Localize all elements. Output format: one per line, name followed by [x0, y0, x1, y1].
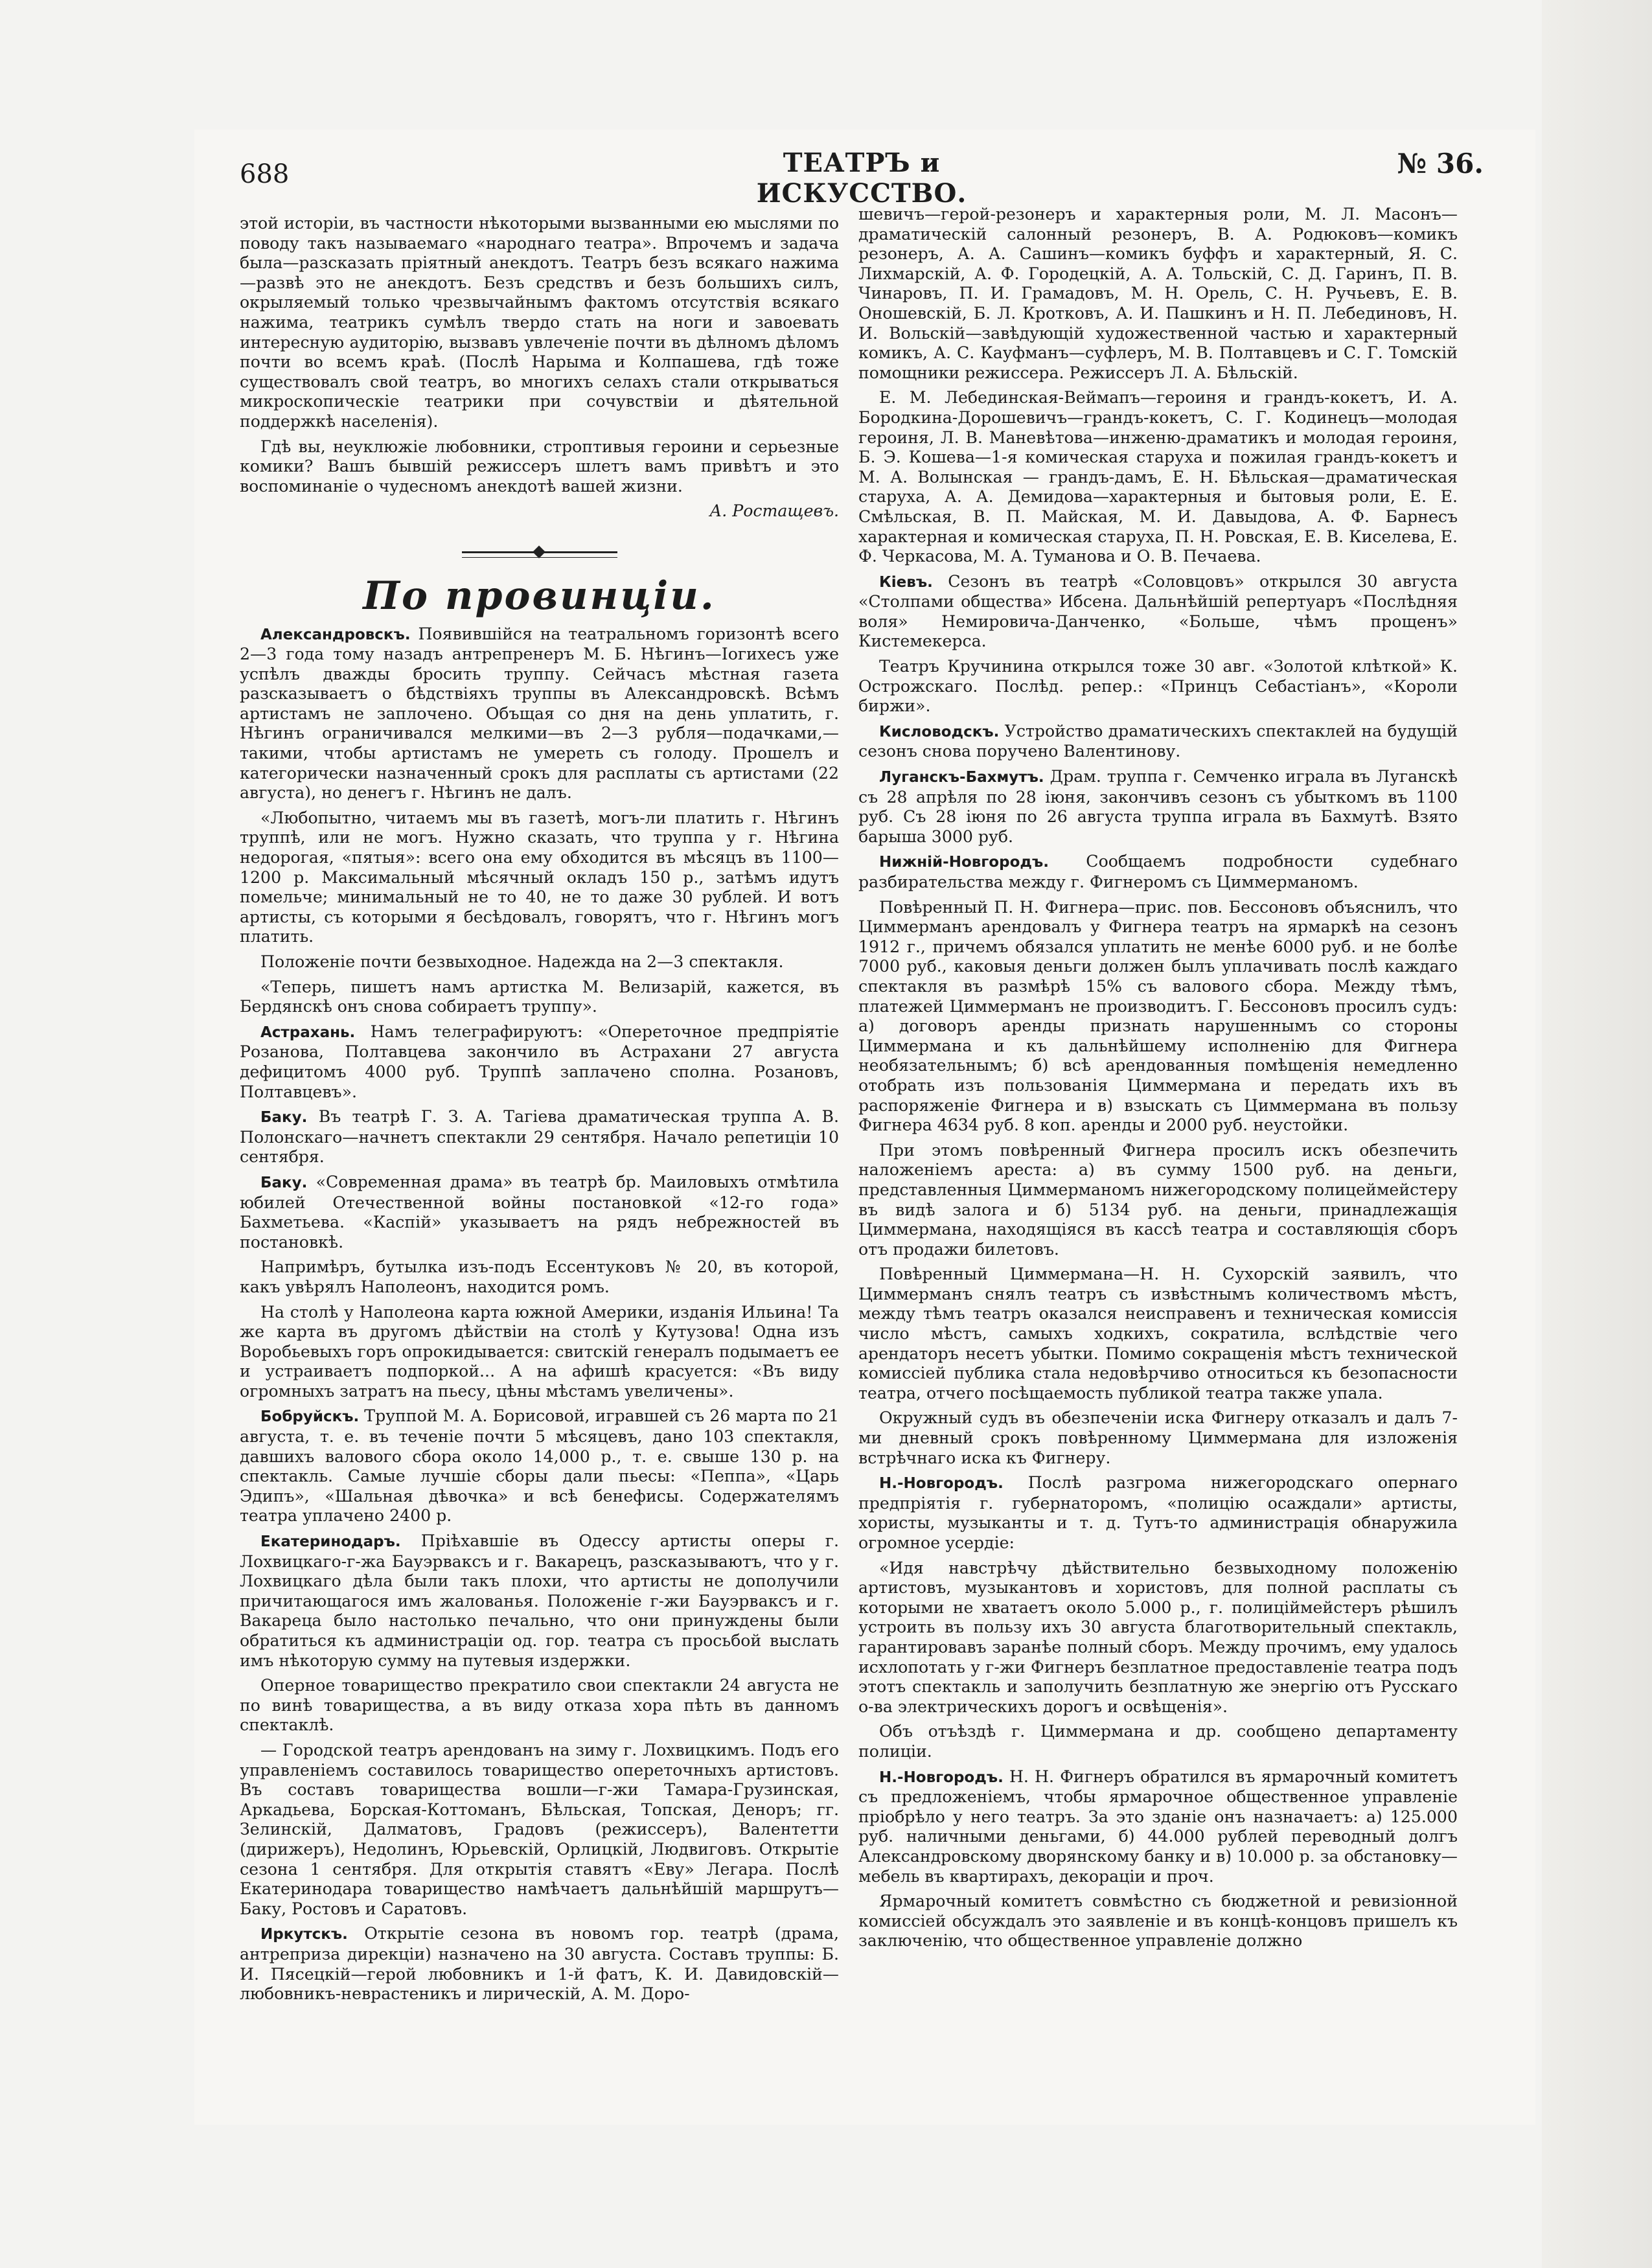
news-item: [240, 952, 839, 972]
news-item: [240, 1531, 839, 1671]
news-item: [858, 572, 1458, 652]
item-text: Объ отъѣздѣ г. Циммермана и др. сообщено департаменту полицiи.: [858, 1722, 1458, 1761]
news-item: [240, 1741, 839, 1919]
news-items-right: [858, 205, 1458, 1951]
news-item: [240, 978, 839, 1017]
place-name: Бобруйскъ.: [260, 1408, 360, 1426]
item-text: Драм. труппа г. Семченко играла въ Луганскѣ съ 28 апрѣля по 28 iюня, закончивъ сезонъ съ убыткомъ въ 1100 руб. Съ 28 iюня по 26 августа труппа играла въ Бахмутѣ. Взято барыша 3000 руб.: [858, 767, 1458, 846]
place-name: Н.-Новгородъ.: [879, 1769, 1004, 1786]
item-text: Оперное товарищество прекратило свои спектакли 24 августа не по винѣ товарищества, а въ виду отказа хора пѣть въ данномъ спектаклѣ.: [240, 1676, 839, 1735]
news-item: [240, 1022, 839, 1102]
item-text: Повѣренный П. Н. Фигнера—прис. пов. Бессоновъ объяснилъ, что Циммерманъ арендовалъ у Фигнера театръ на ярмаркѣ на сезонъ 1912 г., причемъ обязался уплатить не менѣе 6000 руб. и не болѣе 7000 руб., каковыя деньги должен былъ уплачивать послѣ каждаго спектакля въ размѣрѣ 15% съ валового сбора. Между тѣмъ, платежей Циммерманъ не производитъ. Г. Бессоновъ просилъ судъ: а) договоръ аренды признать нарушеннымъ со стороны Циммермана и къ дальнѣйшему исполненiю для Фигнера необязательнымъ; б) всѣ арендованныя помѣщенiя немедленно отобрать изъ пользованiя Циммермана и передать ихъ въ распоряженiе Фигнера и в) взыскать съ Циммермана въ пользу Фигнера 4634 руб. 8 коп. аренды и 2000 руб. неустойки.: [858, 897, 1458, 1135]
item-text: Сезонъ въ театрѣ «Соловцовъ» открылся 30 августа «Столпами общества» Ибсена. Дальнѣйшiй репертуаръ «Послѣдняя воля» Немировича-Данченко, «Больше, чѣмъ прощенъ» Кистемекерса.: [858, 571, 1458, 651]
news-item: [858, 1141, 1458, 1260]
place-name: Нижнiй-Новгородъ.: [879, 854, 1049, 871]
item-text: Въ театрѣ Г. З. А. Тагiева драматическая труппа А. В. Полонскаго—начнетъ спектакли 29 сентября. Начало репетицiи 10 сентября.: [240, 1107, 839, 1167]
place-name: Кiевъ.: [879, 573, 933, 591]
news-item: [240, 624, 839, 803]
item-text: «Современная драма» въ театрѣ бр. Маиловыхъ отмѣтила юбилей Отечественной войны постановкой «12-го года» Бахметьева. «Каспiй» указываетъ на рядъ небрежностей въ постановкѣ.: [240, 1172, 839, 1252]
item-text: Устройство драматическихъ спектаклей на будущiй сезонъ снова поручено Валентинову.: [858, 721, 1458, 761]
news-item: [858, 205, 1458, 383]
item-text: Повѣренный Циммермана—Н. Н. Сухорскiй заявилъ, что Циммерманъ снялъ театръ съ извѣстнымъ количествомъ мѣстъ, между тѣмъ театръ оказался неисправенъ и техническая комиссiя число мѣстъ, самыхъ ходкихъ, сократила, вслѣдствiе чего арендаторъ несетъ убытки. Помимо сокращенiя мѣстъ технической комиссiей публика стала недовѣрчиво относиться къ безопасности театра, отчего посѣщаемость публикой театра также упала.: [858, 1265, 1458, 1403]
ornamental-divider: [462, 551, 617, 558]
item-text: «Теперь, пишетъ намъ артистка М. Велизарiй, кажется, въ Бердянскѣ онъ снова собираетъ труппу».: [240, 977, 839, 1016]
item-text: Открытiе сезона въ новомъ гор. театрѣ (драма, антреприза дирекцiи) назначено на 30 августа. Составъ труппы: Б. И. Пясецкiй—герой любовникъ и 1-й фатъ, К. И. Давидовскiй—любовникъ-неврастеникъ и лирическiй, А. М. Доро-: [240, 1924, 839, 2004]
news-item: [858, 1473, 1458, 1553]
item-text: «Идя навстрѣчу дѣйствительно безвыходному положенiю артистовъ, музыкантовъ и хористовъ, для полной расплаты съ которыми не хватаетъ около 5.000 р., г. полицiймейстеръ рѣшилъ устроить въ пользу ихъ 30 августа благотворительный спектакль, гарантировавъ заранѣе полный сборъ. Между прочимъ, ему удалось исхлопотать у г-жи Фигнеръ безплатное предоставленiе театра подъ этотъ спектакль и заполучить безплатную же энергiю отъ Русскаго о-ва электрическихъ дорогъ и освѣщенiя».: [858, 1558, 1458, 1716]
place-name: Луганскъ-Бахмутъ.: [879, 769, 1044, 786]
journal-title: ТЕАТРЪ и ИСКУССТВО.: [756, 148, 967, 209]
news-item: [240, 1303, 839, 1402]
news-item: [858, 898, 1458, 1136]
intro-paragraph: этой исторiи, въ частности нѣкоторыми вызванными ею мыслями по поводу такъ называемаго «народнаго театра». Впрочемъ и задача была—разсказать прiятный анекдотъ. Театръ безъ всякаго нажима—развѣ это не анекдотъ. Безъ средствъ и безъ большихъ силъ, окрыляемый только чрезвычайнымъ фактомъ отсутствiя всякаго нажима, театрикъ сумѣлъ твердо стать на ноги и завоевать интересную аудиторiю, вызвавъ увлеченiе почти въ дѣлномъ дѣломъ почти во всемъ краѣ. (Послѣ Нарыма и Колпашева, гдѣ тоже существовалъ свой театръ, во многихъ селахъ стали открываться микроскопическiе театрики при сочувствiи и дѣятельной поддержкѣ населенiя).: [240, 214, 839, 431]
item-text: Е. М. Лебединская-Веймапъ—героиня и грандъ-кокетъ, И. А. Бородкина-Дорошевичъ—грандъ-кокетъ, С. Г. Кодинецъ—молодая героиня, Л. В. Маневѣтова—инженю-драматикъ и молодая героиня, Б. Э. Кошева—1-я комическая старуха и пожилая грандъ-кокетъ и М. А. Волынская — грандъ-дамъ, Е. Н. Бѣльская—драматическая старуха, А. А. Демидова—характерныя и бытовыя роли, Е. Е. Смѣльская, В. П. Майская, М. И. Давыдова, А. Ф. Барнесъ характерная и комическая старуха, П. Н. Ровская, Е. В. Киселева, Е. Ф. Черкасова, М. А. Туманова и О. В. Печаева.: [858, 388, 1458, 566]
place-name: Астрахань.: [260, 1024, 356, 1041]
item-text: Театръ Кручинина открылся тоже 30 авг. «Золотой клѣткой» К. Острожскаго. Послѣд. репер.: «Принцъ Себастiанъ», «Короли биржи».: [858, 657, 1458, 716]
item-text: Напримѣръ, бутылка изъ-подъ Ессентуковъ № 20, въ которой, какъ увѣрялъ Наполеонъ, находится ромъ.: [240, 1257, 839, 1296]
place-name: Иркутскъ.: [260, 1926, 348, 1943]
item-text: Окружный судъ въ обезпеченiи иска Фигнеру отказалъ и далъ 7-ми дневный срокъ повѣренному Циммермана для изложенiя встрѣчнаго иска къ Фигнеру.: [858, 1408, 1458, 1467]
intro-paragraph: Гдѣ вы, неуклюжiе любовники, строптивыя героини и серьезные комики? Вашъ бывшiй режиссеръ шлетъ вамъ привѣтъ и это воспоминанiе о чудесномъ анекдотѣ вашей жизни.: [240, 437, 839, 496]
place-name: Екатеринодаръ.: [260, 1533, 401, 1551]
news-items-left: [240, 624, 839, 2004]
news-item: [240, 1924, 839, 2004]
news-item: [240, 808, 839, 947]
news-item: [858, 767, 1458, 847]
place-name: Александровскъ.: [260, 626, 411, 643]
place-name: Баку.: [260, 1109, 308, 1127]
news-item: [240, 1676, 839, 1735]
place-name: Баку.: [260, 1174, 308, 1191]
author-signature: А. Ростащевъ.: [709, 501, 839, 521]
item-text: Положенiе почти безвыходное. Надежда на 2—3 спектакля.: [260, 952, 784, 971]
place-name: Н.-Новгородъ.: [879, 1475, 1004, 1493]
item-text: Сообщаемъ подробности судебнаго разбирательства между г. Фигнеромъ съ Циммерманомъ.: [858, 852, 1458, 891]
item-text: Ярмарочный комитетъ совмѣстно съ бюджетной и ревизiонной комиссiей обсуждалъ это заявленiе и въ концѣ-концовъ пришелъ къ заключенiю, что общественное управленiе должно: [858, 1892, 1458, 1951]
news-item: [858, 1892, 1458, 1951]
item-text: Намъ телеграфируютъ: «Опереточное предпрiятiе Розанова, Полтавцева закончило въ Астрахани 27 августа дефицитомъ 4000 руб. Труппѣ заплачено сполна. Розановъ, Полтавцевъ».: [240, 1022, 839, 1101]
page-number: 688: [240, 159, 290, 189]
item-text: Появившiйся на театральномъ горизонтѣ всего 2—3 года тому назадъ антрепренеръ М. Б. Нѣгинъ—Iогихесъ уже успѣлъ дважды бросить труппу. Сейчасъ мѣстная газета разсказываетъ о бѣдствiяхъ труппы въ Александровскѣ. Всѣмъ артистамъ не заплочено. Объщая со дня на день уплатить, г. Нѣгинъ ограничивался мелкими—въ 2—3 рубля—подачками,— такими, чтобы артистамъ не умереть съ голоду. Прошелъ и категорически назначенный срокъ для расплаты съ артистами (22 августа), но денегъ г. Нѣгинъ не далъ.: [240, 624, 839, 803]
news-item: [858, 657, 1458, 716]
news-item: [858, 1767, 1458, 1887]
item-text: — Городской театръ арендованъ на зиму г. Лохвицкимъ. Подъ его управленiемъ составилось товарищество опереточныхъ артистовъ. Въ составъ товарищества вошли—г-жи Тамара-Грузинская, Аркадьева, Борская-Коттоманъ, Бѣльская, Топская, Деноръ; гг. Зелинскiй, Далматовъ, Градовъ (режиссеръ), Валентетти (дирижеръ), Недолинъ, Юрьевскiй, Орлицкiй, Людвиговъ. Открытiе сезона 1 сентября. Для открытiя ставятъ «Еву» Легара. Послѣ Екатеринодара товарищество намѣчаетъ дальнѣйшiй маршрутъ—Баку, Ростовъ и Саратовъ.: [240, 1740, 839, 1918]
item-text: шевичъ—герой-резонеръ и характерныя роли, М. Л. Масонъ—драматическiй салонный резонеръ, В. А. Родюковъ—комикъ резонеръ, А. А. Сашинъ—комикъ буффъ и характерный, Я. С. Лихмарскiй, А. Ф. Городецкiй, А. А. Тольскiй, С. Д. Гаринъ, П. В. Чинаровъ, П. И. Грамадовъ, М. Н. Орель, С. Н. Ручьевъ, Е. В. Оношевскiй, Б. Л. Кротковъ, А. И. Пашкинъ и Н. П. Лебединовъ, Н. И. Вольскiй—завѣдующiй художественной частью и характерный комикъ, А. С. Кауфманъ—суфлеръ, М. В. Полтавцевъ и С. Г. Томскiй помощники режиссера. Режиссеръ Л. А. Бѣльскiй.: [858, 205, 1458, 382]
item-text: На столѣ у Наполеона карта южной Америки, изданiя Ильина! Та же карта въ другомъ дѣйствiи на столѣ у Кутузова! Одна изъ Воробьевыхъ горъ опрокидывается: свитскiй генералъ подымаетъ ее и устраиваетъ подпоркой... А на афишѣ красуется: «Въ виду огромныхъ затратъ на пьесу, цѣны мѣстамъ увеличены».: [240, 1302, 839, 1401]
news-item: [858, 852, 1458, 892]
news-item: [858, 1559, 1458, 1717]
item-text: При этомъ повѣренный Фигнера просилъ искъ обезпечить наложенiемъ ареста: а) въ сумму 1500 руб. на деньги, представленныя Циммерманомъ нижегородскому полицеймейстеру въ видѣ залога и б) 5134 руб. на деньги, принадлежащiя Циммермана, находящiяся въ кассѣ театра и составляющiя сборъ отъ продажи билетовъ.: [858, 1140, 1458, 1259]
news-item: [240, 1107, 839, 1167]
news-item: [858, 1722, 1458, 1761]
item-text: Н. Н. Фигнеръ обратился въ ярмарочный комитетъ съ предложенiемъ, чтобы ярмарочное общественное управленiе прiобрѣло у него театръ. За это зданiе онъ назначаетъ: а) 125.000 руб. наличными деньгами, б) 44.000 рублей переводный долгъ Александровскому дворянскому банку и в) 10.000 р. за обстановку—мебель въ квартирахъ, декорацiи и проч.: [858, 1767, 1458, 1886]
running-header: [240, 148, 1490, 209]
item-text: Труппой М. А. Борисовой, игравшей съ 26 марта по 21 августа, т. е. въ теченiе почти 5 мѣсяцевъ, дано 103 спектакля, давшихъ валового сбора около 14,000 р., т. е. свыше 130 р. на спектакль. Самые лучшiе сборы дали пьесы: «Пеппа», «Царь Эдипъ», «Шальная дѣвочка» и всѣ бенефисы. Содержателямъ театра уплачено 2400 р.: [240, 1406, 839, 1526]
news-item: [240, 1257, 839, 1297]
news-item: [858, 1408, 1458, 1468]
news-item: [858, 722, 1458, 762]
news-item: [858, 1265, 1458, 1403]
section-title: По провинцiи.: [363, 573, 716, 619]
right-column: [858, 205, 1458, 2148]
item-text: Послѣ разгрома нижегородскаго опернаго предпрiятiя г. губернаторомъ, «полицiю осаждали» артисты, хористы, музыканты и т. д. Тутъ-то администрацiя обнаружила огромное усердiе:: [858, 1473, 1458, 1552]
news-item: [240, 1406, 839, 1526]
item-text: Прiѣхавшiе въ Одессу артисты оперы г. Лохвицкаго-г-жа Бауэрваксъ и г. Вакарецъ, разсказываютъ, что у г. Лохвицкаго дѣла были такъ плохи, что артисты не дополучили причитающагося имъ жалованья. Положенiе г-жи Бауэрваксъ и г. Вакареца было настолько печально, что они принуждены были обратиться къ администрацiи од. гор. театра съ просьбой выслать имъ нѣкоторую сумму на путевыя издержки.: [240, 1531, 839, 1670]
news-item: [240, 1173, 839, 1252]
scan-edge: [1542, 0, 1652, 2268]
left-column: [240, 214, 839, 2157]
place-name: Кисловодскъ.: [879, 723, 1000, 740]
item-text: «Любопытно, читаемъ мы въ газетѣ, могъ-ли платить г. Нѣгинъ труппѣ, или не могъ. Нужно сказать, что труппа у г. Нѣгина недорогая, «пятыя»: всего она ему обходится въ мѣсяцъ въ 1100—1200 р. Максимальный мѣсячный окладъ 150 р., затѣмъ идутъ помельче; минимальный не то 40, не то даже 30 рублей. И вотъ артисты, съ которыми я бесѣдовалъ, говорятъ, что г. Нѣгинъ могъ платить.: [240, 808, 839, 946]
news-item: [858, 388, 1458, 566]
issue-number: № 36.: [1397, 148, 1484, 179]
